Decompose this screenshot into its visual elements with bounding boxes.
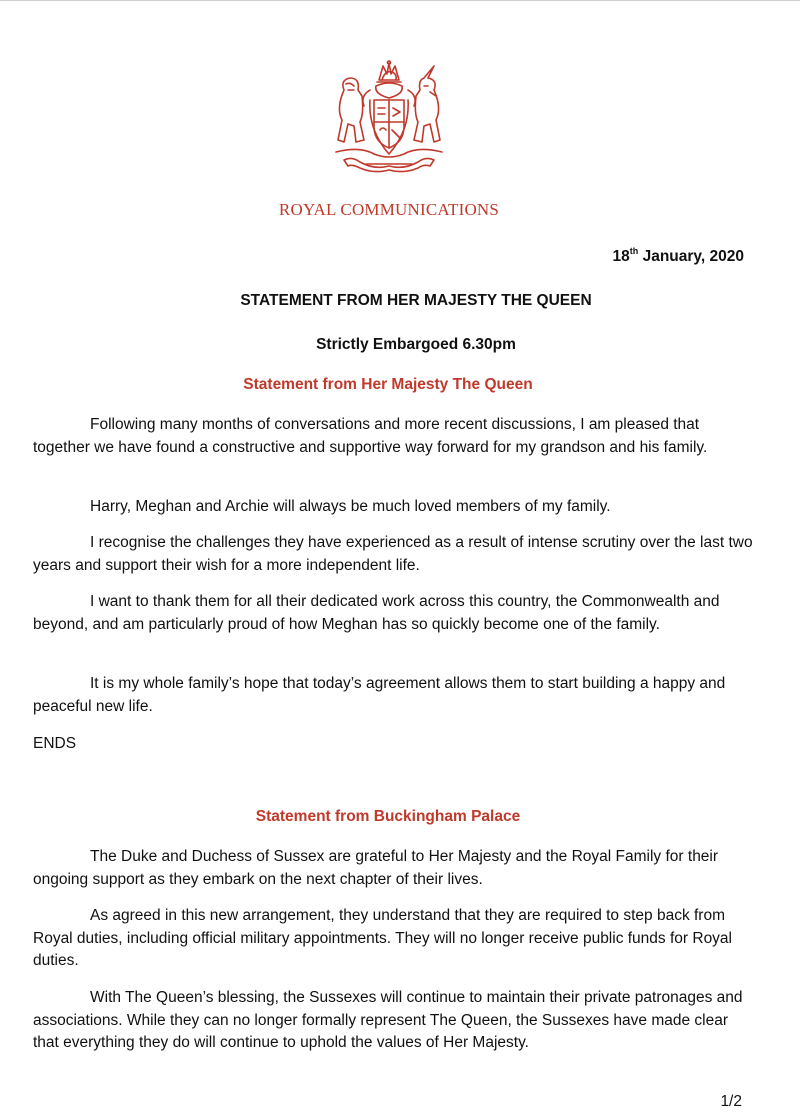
ends-marker: ENDS [33,735,77,752]
palace-paragraph-3: With The Queen’s blessing, the Sussexes will continue to maintain their private patronages and associations. While they can no longer formally represent The Queen, the Sussexes have made clear that everything they do will continue to uphold the values of Her Majesty. [33,989,743,1051]
queen-paragraph-3: I recognise the challenges they have experienced as a result of intense scrutiny over the last two years and support their wish for a more independent life. [33,534,753,574]
palace-paragraph-1: The Duke and Duchess of Sussex are grateful to Her Majesty and the Royal Family for their ongoing support as they embark on the next chapter of their lives. [33,848,719,888]
date-day: 18 [612,248,630,265]
embargo-notice: Strictly Embargoed 6.30pm [316,336,516,353]
date-suffix: th [629,246,639,256]
document-date [613,246,744,266]
queen-paragraph-4: I want to thank them for all their dedicated work across this country, the Commonwealth and beyond, and am particularly proud of how Meghan has so quickly become one of the family. [33,593,720,633]
top-border [0,0,800,1]
letterhead-title: ROYAL COMMUNICATIONS [278,200,500,219]
section-title-queen: Statement from Her Majesty The Queen [243,376,533,393]
queen-paragraph-5: It is my whole family’s hope that today’s agreement allows them to start building a happy and peaceful new life. [33,675,726,715]
palace-paragraph-2: As agreed in this new arrangement, they understand that they are required to step back from Royal duties, including official military appointments. They will no longer receive public funds for Royal duties. [33,907,732,969]
queen-paragraph-2: Harry, Meghan and Archie will always be much loved members of my family. [90,498,611,515]
page-number: 1/2 [720,1093,742,1110]
section-title-palace: Statement from Buckingham Palace [255,808,521,825]
statement-heading: STATEMENT FROM HER MAJESTY THE QUEEN [240,292,592,309]
date-rest: January, 2020 [638,248,744,265]
queen-paragraph-1: Following many months of conversations and more recent discussions, I am pleased that together we have found a constructive and supportive way forward for my grandson and his family. [33,416,708,456]
royal-coat-of-arms-icon [330,60,448,174]
